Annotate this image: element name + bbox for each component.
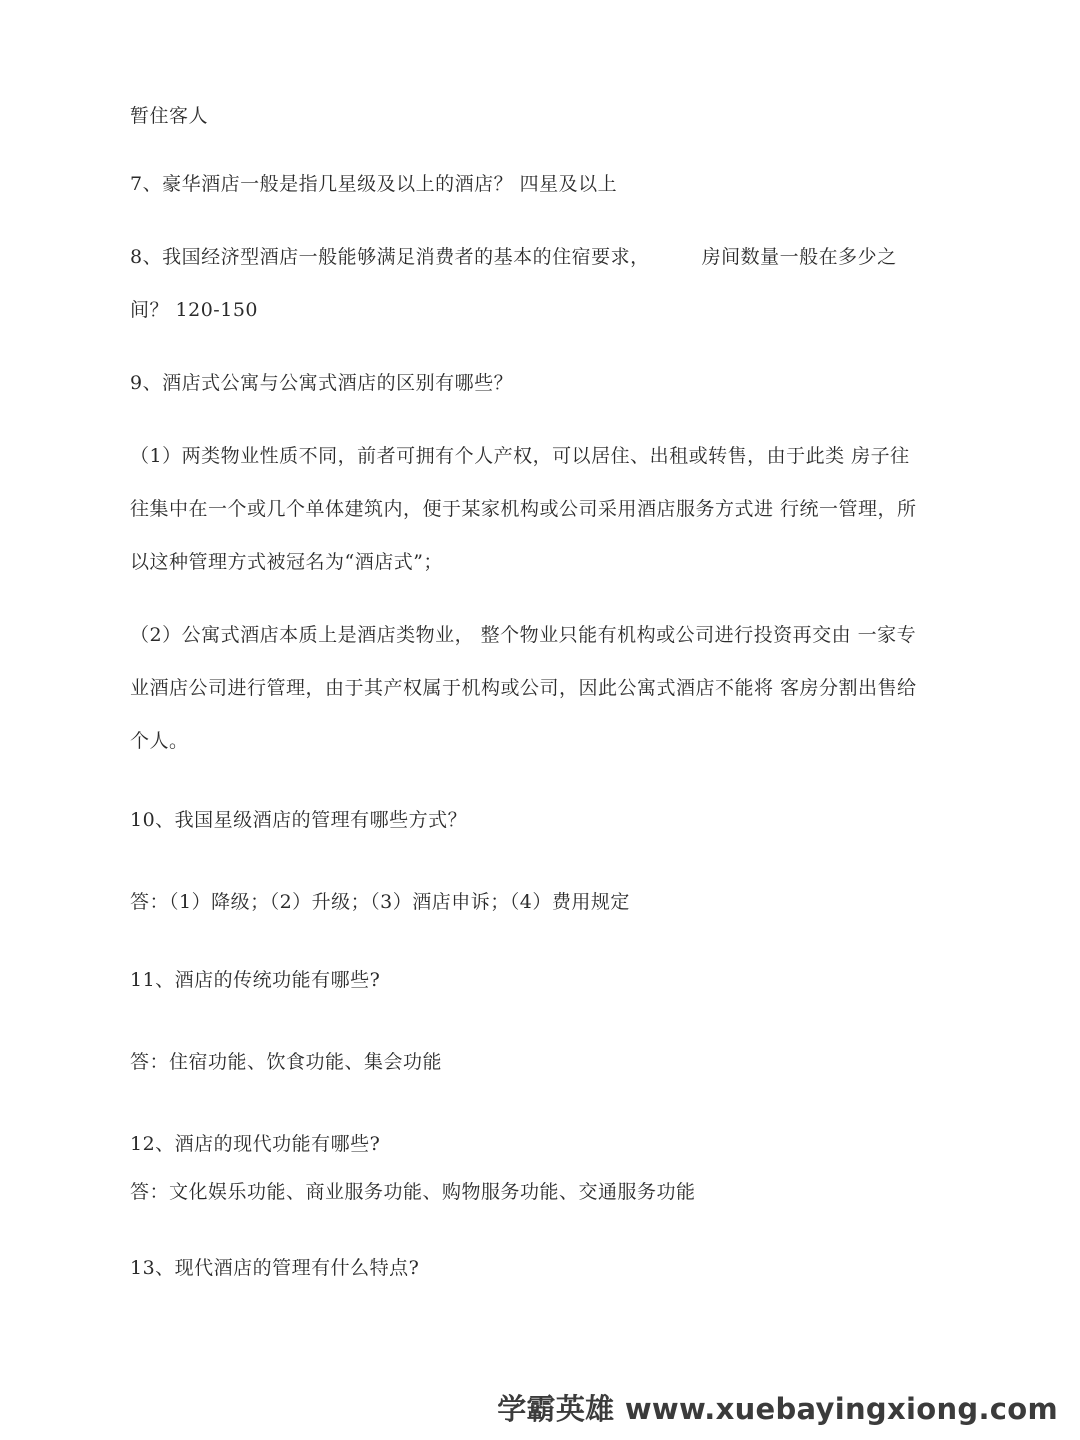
question-12: 12、酒店的现代功能有哪些? (130, 1133, 381, 1155)
answer-9-point-2-line-2: 业酒店公司进行管理，由于其产权属于机构或公司，因此公寓式酒店不能将 客房分割出售给 (130, 677, 917, 699)
site-watermark: 学霸英雄 www.xuebayingxiong.com (497, 1392, 1058, 1426)
question-10: 10、我国星级酒店的管理有哪些方式？ (130, 809, 468, 831)
answer-10: 答：（1）降级；（2）升级；（3）酒店申诉；（4）费用规定 (130, 891, 630, 913)
question-8-line-1 (130, 245, 897, 269)
answer-9-point-2-line-3: 个人。 (130, 730, 189, 752)
question-8-line-2: 间？ 120-150 (130, 299, 258, 321)
question-8-part-a: 8、我国经济型酒店一般能够满足消费者的基本的住宿要求， (130, 246, 650, 268)
question-9: 9、酒店式公寓与公寓式酒店的区别有哪些？ (130, 372, 514, 394)
question-7: 7、豪华酒店一般是指几星级及以上的酒店？ 四星及以上 (130, 173, 618, 195)
text-line-continuation: 暂住客人 (130, 105, 209, 127)
answer-9-point-2-line-1: （2）公寓式酒店本质上是酒店类物业， 整个物业只能有机构或公司进行投资再交由 一家专 (130, 624, 917, 646)
answer-9-point-1-line-3: 以这种管理方式被冠名为“酒店式”； (130, 551, 443, 573)
question-8-part-b: 房间数量一般在多少之 (701, 246, 897, 268)
answer-12: 答：文化娱乐功能、商业服务功能、购物服务功能、交通服务功能 (130, 1181, 696, 1203)
answer-9-point-1-line-1: （1）两类物业性质不同，前者可拥有个人产权，可以居住、出租或转售，由于此类 房子往 (130, 445, 910, 467)
question-11: 11、酒店的传统功能有哪些? (130, 969, 381, 991)
answer-11: 答：住宿功能、饮食功能、集会功能 (130, 1051, 443, 1073)
answer-9-point-1-line-2: 往集中在一个或几个单体建筑内，便于某家机构或公司采用酒店服务方式进 行统一管理，所 (130, 498, 917, 520)
question-13: 13、现代酒店的管理有什么特点? (130, 1257, 420, 1279)
